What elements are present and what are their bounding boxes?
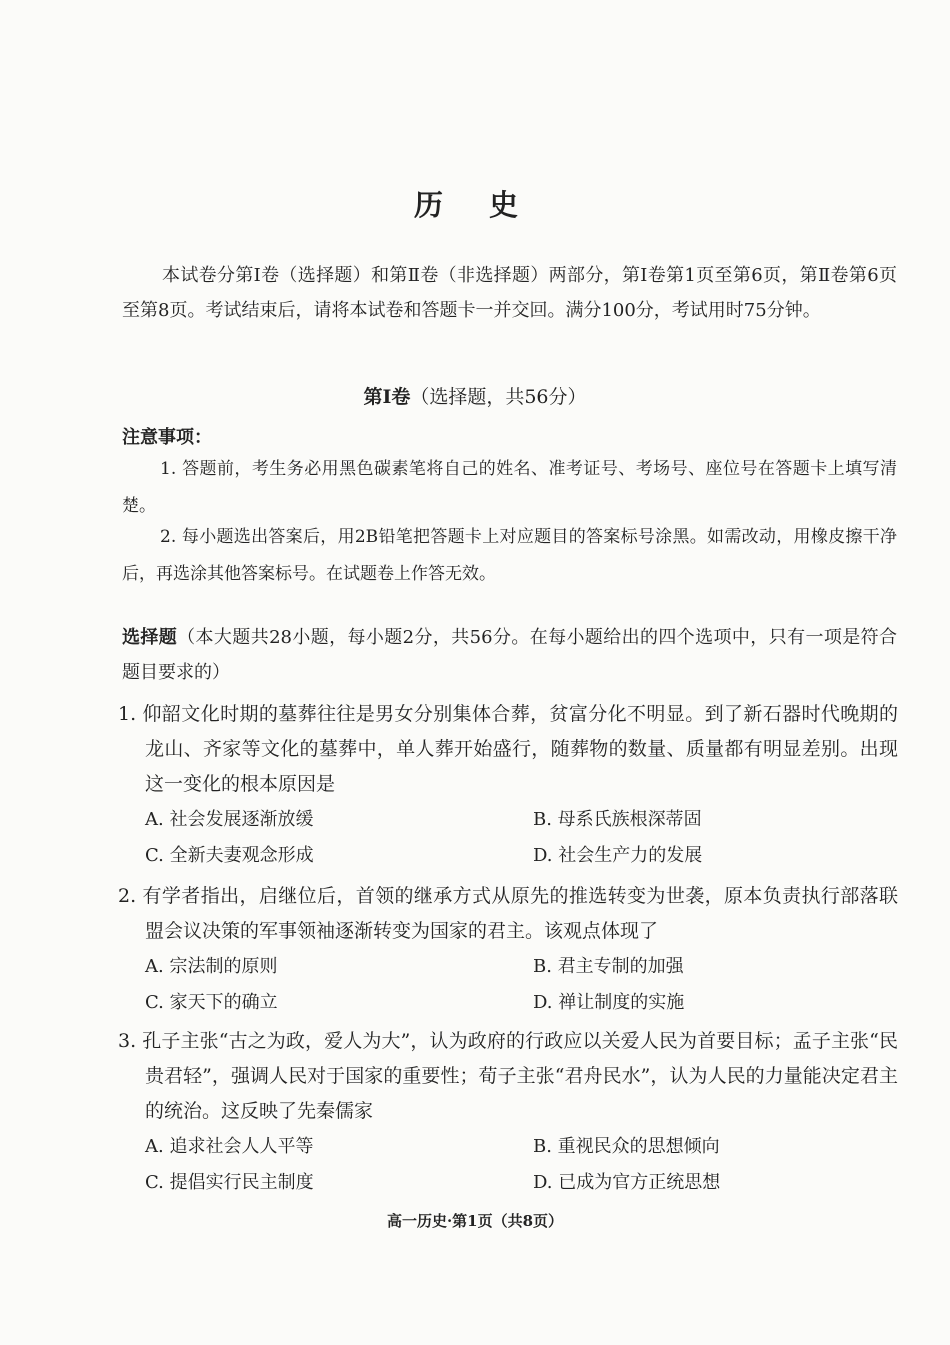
option-a: A. 社会发展逐渐放缓 [145,809,314,830]
intro-paragraph: 本试卷分第Ⅰ卷（选择题）和第Ⅱ卷（非选择题）两部分，第Ⅰ卷第1页至第6页，第Ⅱ卷第6页至第8页。考试结束后，请将本试卷和答题卡一并交回。满分100分，考试用时75分钟。 [122,265,897,321]
question-1 [118,697,898,874]
question-stem: 1. 仰韶文化时期的墓葬往往是男女分别集体合葬，贫富分化不明显。到了新石器时代晚期的龙山、齐家等文化的墓葬中，单人葬开始盛行，随葬物的数量、质量都有明显差别。出现这一变化的根本原因是 [118,703,898,795]
option-a: A. 追求社会人人平等 [145,1136,314,1157]
question-2 [118,879,898,1021]
page-title: 历 史 [413,188,537,222]
notice-item: 2. 每小题选出答案后，用2B铅笔把答题卡上对应题目的答案标号涂黑。如需改动，用橡皮擦干净后，再选涂其他答案标号。在试题卷上作答无效。 [122,527,897,584]
option-c: C. 家天下的确立 [145,992,278,1013]
option-c: C. 全新夫妻观念形成 [145,845,314,866]
question-options [118,802,898,874]
page-footer: 高一历史·第1页（共8页） [386,1212,564,1230]
option-d: D. 已成为官方正统思想 [533,1172,721,1193]
option-c: C. 提倡实行民主制度 [145,1172,314,1193]
option-d: D. 社会生产力的发展 [533,845,703,866]
question-3 [118,1024,898,1201]
option-b: B. 重视民众的思想倾向 [533,1136,720,1157]
question-options [118,1129,898,1201]
notice-item: 1. 答题前，考生务必用黑色碳素笔将自己的姓名、准考证号、考场号、座位号在答题卡上填写清楚。 [122,459,897,516]
section-heading [0,382,950,409]
option-b: B. 君主专制的加强 [533,956,684,977]
notice-heading: 注意事项： [122,427,212,448]
mc-header [122,620,897,690]
question-options [118,949,898,1021]
question-stem: 3. 孔子主张“古之为政，爱人为大”，认为政府的行政应以关爱人民为首要目标；孟子主张“民贵君轻”，强调人民对于国家的重要性；荀子主张“君舟民水”，认为人民的力量能决定君主的统治。这反映了先秦儒家 [118,1030,898,1122]
mc-label: 选择题 [122,627,178,648]
question-stem: 2. 有学者指出，启继位后，首领的继承方式从原先的推选转变为世袭，原本负责执行部落联盟会议决策的军事领袖逐渐转变为国家的君主。该观点体现了 [118,885,898,942]
option-d: D. 禅让制度的实施 [533,992,685,1013]
option-a: A. 宗法制的原则 [145,956,278,977]
section-title: 第Ⅰ卷 [363,386,411,408]
mc-instructions: （本大题共28小题，每小题2分，共56分。在每小题给出的四个选项中，只有一项是符合题目要求的） [122,627,897,683]
section-subtitle: （选择题，共56分） [410,386,587,408]
option-b: B. 母系氏族根深蒂固 [533,809,702,830]
